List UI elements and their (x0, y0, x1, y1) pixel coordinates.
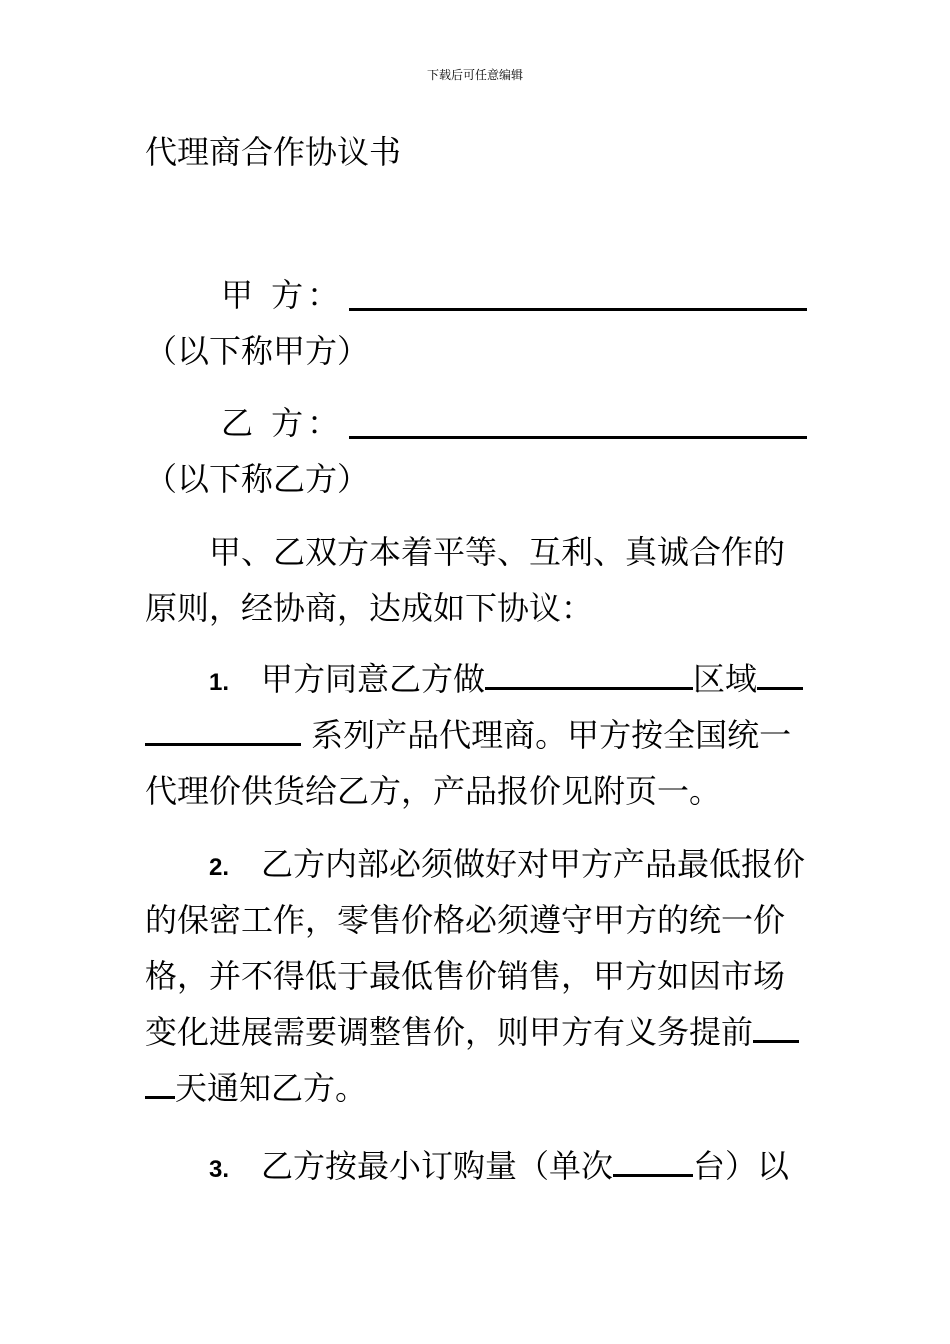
clause-2-text-e: 天通知乙方。 (175, 1069, 368, 1107)
party-a-line (145, 267, 807, 323)
clause-3-text-b: 台）以 (693, 1147, 790, 1185)
clause-2-blank-days-b[interactable] (145, 1066, 175, 1099)
party-a-label: 甲 方： (221, 276, 344, 314)
clause-2-line-1 (145, 836, 807, 892)
party-b-line (145, 395, 807, 451)
clause-2-text-a: 乙方内部必须做好对甲方产品最低报价 (261, 845, 806, 883)
clause-2-line-4 (145, 1004, 807, 1060)
clause-1-line-1 (145, 651, 807, 707)
clause-2 (145, 836, 807, 1116)
clause-3-text-a: 乙方按最小订购量（单次 (261, 1147, 614, 1185)
clause-3-line-1 (145, 1138, 807, 1194)
intro-line-2: 原则，经协商，达成如下协议： (145, 589, 594, 627)
party-b-label: 乙 方： (221, 404, 344, 442)
clause-2-line-5 (145, 1060, 807, 1116)
clause-1-blank-series-a[interactable] (757, 657, 803, 690)
clause-1-blank-region[interactable] (485, 657, 693, 690)
party-b-block (145, 395, 807, 507)
clause-1-text-c: 系列产品代理商。甲方按全国统一 (301, 716, 792, 754)
clause-3-number: 3. (209, 1156, 230, 1183)
clause-2-blank-days-a[interactable] (753, 1010, 799, 1043)
clause-1-blank-series-b[interactable] (145, 713, 301, 746)
clause-2-line-2: 的保密工作，零售价格必须遵守甲方的统一价 (145, 901, 786, 939)
clause-1-text-b: 区域 (693, 660, 758, 698)
page-header: 下载后可任意编辑 (426, 68, 523, 82)
document-title: 代理商合作协议书 (145, 133, 402, 171)
intro-line-1: 甲、乙双方本着平等、互利、真诚合作的 (209, 533, 786, 571)
party-a-block (145, 267, 807, 379)
clause-2-number: 2. (209, 854, 230, 881)
intro-paragraph (145, 524, 807, 636)
clause-3 (145, 1138, 807, 1194)
clause-1-number: 1. (209, 669, 230, 696)
clause-1-text-a: 甲方同意乙方做 (261, 660, 486, 698)
clause-3-blank-quantity[interactable] (613, 1144, 693, 1177)
clause-2-text-d: 变化进展需要调整售价，则甲方有义务提前 (145, 1013, 754, 1051)
clause-1-line-2 (145, 707, 807, 763)
party-b-note: （以下称乙方） (145, 460, 370, 498)
clause-2-line-3: 格，并不得低于最低售价销售，甲方如因市场 (145, 957, 786, 995)
clause-1-line-3: 代理价供货给乙方，产品报价见附页一。 (145, 772, 722, 810)
party-a-blank[interactable] (349, 298, 807, 311)
clause-1 (145, 651, 807, 819)
party-b-blank[interactable] (349, 426, 807, 439)
party-a-note: （以下称甲方） (145, 332, 370, 370)
